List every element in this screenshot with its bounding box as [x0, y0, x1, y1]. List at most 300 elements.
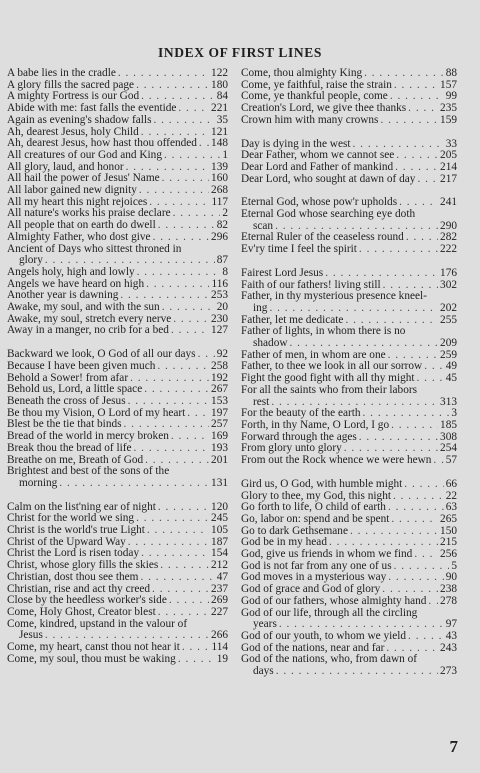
hymn-number: 117 — [211, 196, 228, 208]
dot-leader — [124, 419, 210, 431]
index-entry — [241, 654, 457, 677]
index-entry — [241, 174, 457, 186]
hymn-number: 241 — [440, 197, 457, 209]
index-entry — [241, 479, 457, 491]
dot-leader — [173, 208, 221, 220]
index-entry — [7, 373, 228, 385]
dot-leader — [382, 584, 438, 596]
entry-first-line: All glory, laud, and honor — [7, 161, 124, 173]
index-entry — [7, 80, 228, 92]
entry-first-line: Father, to thee we look in all our sorrow — [241, 361, 423, 373]
dot-leader — [325, 268, 438, 280]
entry-first-line: For the beauty of the earth — [241, 408, 361, 420]
section-gap — [241, 185, 457, 197]
hymn-number: 148 — [211, 138, 228, 150]
hymn-number: 47 — [216, 571, 228, 583]
dot-leader — [147, 525, 209, 537]
index-entry — [7, 197, 228, 209]
dot-leader — [388, 502, 444, 514]
dot-leader — [414, 549, 438, 561]
hymn-number: 66 — [445, 478, 457, 490]
index-entry — [7, 455, 228, 467]
index-entry — [7, 162, 228, 174]
entry-first-line-part: For all the saints who from their labors — [241, 384, 418, 396]
index-entry — [241, 584, 457, 596]
index-entry — [7, 150, 228, 162]
entry-first-line: God moves in a mysterious way — [241, 572, 387, 584]
hymn-number: 159 — [440, 114, 457, 126]
dot-leader — [153, 115, 214, 127]
hymn-number: 2 — [222, 208, 228, 220]
dot-leader — [345, 315, 438, 327]
entry-first-line-part: Eternal God whose searching eye doth — [241, 209, 416, 221]
index-entry — [241, 385, 457, 408]
entry-first-line: Ev'ry time I feel the spirit — [241, 244, 357, 256]
dot-leader — [359, 432, 438, 444]
hymn-number: 253 — [211, 290, 228, 302]
dot-leader — [390, 91, 444, 103]
index-entry — [7, 595, 228, 607]
hymn-number: 3 — [451, 408, 457, 420]
hymn-number: 139 — [211, 161, 228, 173]
entry-continuation: scan — [253, 220, 274, 232]
hymn-number: 258 — [211, 360, 228, 372]
entry-first-line: Awake, my soul, stretch every nerve — [7, 313, 172, 325]
hymn-number: 197 — [211, 407, 228, 419]
dot-leader — [198, 349, 215, 361]
dot-leader — [199, 138, 209, 150]
entry-first-line: Christ of the Upward Way — [7, 536, 126, 548]
index-entry — [7, 619, 228, 642]
hymn-number: 19 — [216, 653, 228, 665]
entry-first-line: A babe lies in the cradle — [7, 68, 116, 79]
index-entry — [7, 244, 228, 267]
entry-first-line: A glory fills the sacred page — [7, 79, 135, 91]
entry-first-line-part: Brightest and best of the sons of the — [7, 466, 170, 478]
index-entry — [7, 290, 228, 302]
index-entry — [241, 537, 457, 549]
dot-leader — [136, 80, 209, 92]
hymn-number: 22 — [445, 490, 457, 502]
section-gap — [241, 256, 457, 268]
index-entry — [241, 491, 457, 503]
hymn-number: 192 — [211, 372, 228, 384]
index-entry — [241, 373, 457, 385]
hymn-number: 201 — [211, 454, 228, 466]
index-entry — [241, 80, 457, 92]
dot-leader — [169, 595, 209, 607]
entry-first-line: Eternal Ruler of the ceaseless round — [241, 232, 404, 244]
hymn-number: 268 — [211, 185, 228, 197]
dot-leader — [149, 197, 209, 209]
dot-leader — [118, 68, 209, 80]
entry-first-line-part: God of the nations, who, from dawn of — [241, 654, 418, 666]
hymn-number: 82 — [216, 220, 228, 232]
entry-first-line: Forward through the ages — [241, 431, 357, 443]
dot-leader — [171, 325, 209, 337]
dot-leader — [187, 408, 209, 420]
entry-first-line: Behold a Sower! from afar — [7, 372, 129, 384]
index-entry — [7, 302, 228, 314]
dot-leader — [126, 162, 209, 174]
index-entry — [241, 268, 457, 280]
entry-first-line: All labor gained new dignity — [7, 185, 137, 197]
index-entry — [7, 408, 228, 420]
index-entry — [241, 115, 457, 127]
hymn-number: 8 — [222, 266, 228, 278]
index-entry — [241, 150, 457, 162]
hymn-number: 222 — [440, 244, 457, 256]
hymn-number: 245 — [211, 513, 228, 525]
hymn-number: 255 — [440, 314, 457, 326]
section-gap — [241, 127, 457, 139]
entry-first-line-part: Father, in thy mysterious presence kneel- — [241, 291, 427, 303]
index-entry — [241, 315, 457, 327]
hymn-number: 209 — [440, 338, 457, 350]
entry-first-line: All nature's works his praise declare — [7, 208, 171, 220]
hymn-number: 45 — [445, 373, 457, 385]
dot-leader — [128, 396, 209, 408]
entry-first-line: Come, Holy Ghost, Creator blest — [7, 606, 156, 618]
index-entry — [7, 138, 228, 150]
hymn-number: 131 — [211, 477, 228, 489]
index-entry — [241, 162, 457, 174]
entry-continuation: morning — [19, 477, 58, 489]
hymn-number: 235 — [440, 103, 457, 115]
index-entry — [241, 549, 457, 561]
dot-leader — [394, 561, 450, 573]
index-entry — [241, 420, 457, 432]
hymn-number: 278 — [440, 595, 457, 607]
dot-leader — [433, 455, 443, 467]
index-entry — [7, 431, 228, 443]
hymn-number: 160 — [211, 173, 228, 185]
dot-leader — [140, 572, 214, 584]
dot-leader — [146, 279, 209, 291]
index-entry — [241, 455, 457, 467]
hymn-number: 122 — [211, 68, 228, 79]
entry-first-line: Come, ye thankful people, come — [241, 91, 388, 103]
index-entry — [7, 68, 228, 80]
hymn-number: 57 — [445, 455, 457, 467]
entry-first-line: Go to dark Gethsemane — [241, 525, 348, 537]
hymn-number: 49 — [445, 361, 457, 373]
index-entry — [7, 349, 228, 361]
entry-first-line: Awake, my soul, and with the sun — [7, 302, 160, 314]
entry-first-line: Faith of our fathers! living still — [241, 279, 381, 291]
dot-leader — [344, 443, 438, 455]
hymn-number: 187 — [211, 536, 228, 548]
hymn-number: 20 — [216, 302, 228, 314]
entry-first-line: Behold us, Lord, a little space — [7, 384, 143, 396]
dot-leader — [158, 607, 209, 619]
dot-leader — [271, 397, 438, 409]
entry-first-line: Almighty Father, who dost give — [7, 231, 151, 243]
hymn-number: 5 — [451, 560, 457, 572]
index-entry — [7, 127, 228, 139]
index-entry — [7, 560, 228, 572]
index-entry — [7, 91, 228, 103]
dot-leader — [396, 150, 438, 162]
index-entry — [7, 103, 228, 115]
entry-first-line: Bread of the world in mercy broken — [7, 431, 169, 443]
dot-leader — [424, 361, 444, 373]
hymn-number: 313 — [440, 396, 457, 408]
dot-leader — [164, 150, 220, 162]
entry-first-line: Calm on the list'ning ear of night — [7, 501, 156, 513]
entry-continuation: days — [253, 666, 274, 678]
hymn-number: 243 — [440, 642, 457, 654]
entry-first-line: From out the Rock whence we were hewn — [241, 455, 432, 467]
hymn-number: 212 — [211, 560, 228, 572]
entry-first-line: Dear Father, whom we cannot see — [241, 150, 395, 162]
hymn-number: 90 — [445, 572, 457, 584]
dot-leader — [171, 431, 209, 443]
entry-first-line-part: God of our life, through all the circling — [241, 607, 418, 619]
dot-leader — [417, 174, 438, 186]
index-column-left — [7, 68, 228, 665]
hymn-number: 105 — [211, 525, 228, 537]
dot-leader — [290, 338, 439, 350]
hymn-number: 120 — [211, 501, 228, 513]
dot-leader — [141, 127, 209, 139]
entry-first-line: Crown him with many crowns — [241, 114, 379, 126]
dot-leader — [182, 642, 210, 654]
entry-first-line: Gird us, O God, with humble might — [241, 478, 403, 490]
entry-continuation: years — [253, 619, 277, 631]
dot-leader — [269, 303, 438, 315]
hymn-number: 33 — [445, 138, 457, 150]
entry-first-line: God of our fathers, whose almighty hand — [241, 595, 427, 607]
entry-first-line: Because I have been given much — [7, 360, 156, 372]
index-entry — [241, 197, 457, 209]
entry-continuation: glory — [19, 255, 43, 267]
entry-first-line: God of our youth, to whom we yield — [241, 630, 407, 642]
hymn-number: 214 — [440, 161, 457, 173]
hymn-number: 63 — [445, 502, 457, 514]
index-entry — [7, 548, 228, 560]
hymn-number: 217 — [440, 173, 457, 185]
dot-leader — [417, 373, 444, 385]
entry-first-line-part: Father of lights, in whom there is no — [241, 326, 406, 338]
index-entry — [241, 596, 457, 608]
entry-first-line: All my heart this night rejoices — [7, 196, 148, 208]
dot-leader — [408, 103, 438, 115]
entry-first-line: Blest be the tie that binds — [7, 419, 122, 431]
entry-first-line: Come, my soul, thou must be waking — [7, 653, 176, 665]
dot-leader — [120, 290, 209, 302]
entry-first-line: Forth, in thy Name, O Lord, I go — [241, 419, 390, 431]
entry-first-line: Again as evening's shadow falls — [7, 114, 152, 126]
hymn-number: 114 — [211, 642, 228, 654]
dot-leader — [59, 478, 209, 490]
section-gap — [7, 337, 228, 349]
index-entry — [7, 466, 228, 489]
entry-first-line: Father, let me dedicate — [241, 314, 344, 326]
dot-leader — [178, 654, 215, 666]
index-entry — [7, 279, 228, 291]
index-entry — [7, 220, 228, 232]
dot-leader — [279, 619, 444, 631]
dot-leader — [380, 115, 438, 127]
entry-first-line: All people that on earth do dwell — [7, 220, 156, 232]
index-entry — [241, 643, 457, 655]
entry-first-line: Another year is dawning — [7, 290, 119, 302]
dot-leader — [391, 514, 438, 526]
index-entry — [241, 443, 457, 455]
entry-continuation: ing — [253, 302, 268, 314]
dot-leader — [139, 185, 209, 197]
entry-first-line: All hail the power of Jesus' Name — [7, 173, 160, 185]
hymn-number: 254 — [440, 443, 457, 455]
hymn-number: 257 — [211, 419, 228, 431]
entry-first-line: Close by the heedless worker's side — [7, 595, 167, 607]
entry-continuation: rest — [253, 396, 270, 408]
hymn-number: 176 — [440, 267, 457, 279]
entry-first-line: Break thou the bread of life — [7, 442, 132, 454]
hymn-number: 259 — [440, 349, 457, 361]
entry-first-line: Fairest Lord Jesus — [241, 267, 324, 279]
index-entry — [7, 654, 228, 666]
index-entry — [7, 208, 228, 220]
dot-leader — [144, 384, 209, 396]
entry-first-line: Creation's Lord, we give thee thanks — [241, 103, 407, 115]
entry-first-line: Christian, rise and act thy creed — [7, 583, 151, 595]
hymn-number: 153 — [211, 395, 228, 407]
hymn-number: 127 — [211, 325, 228, 337]
index-entry — [7, 267, 228, 279]
hymn-number: 308 — [440, 431, 457, 443]
dot-leader — [395, 162, 438, 174]
index-entry — [241, 561, 457, 573]
hymn-number: 92 — [216, 349, 228, 361]
dot-leader — [162, 173, 209, 185]
index-entry — [241, 631, 457, 643]
page-number: 7 — [449, 737, 458, 756]
entry-first-line: A mighty Fortress is our God — [7, 91, 140, 103]
index-entry — [241, 572, 457, 584]
dot-leader — [173, 314, 209, 326]
index-entry — [7, 314, 228, 326]
dot-leader — [383, 280, 438, 292]
entry-first-line: Ah, dearest Jesus, how hast thou offended — [7, 138, 197, 150]
entry-first-line: Eternal God, whose pow'r upholds — [241, 197, 398, 209]
dot-leader — [399, 197, 438, 209]
hymn-number: 154 — [211, 548, 228, 560]
hymn-number: 221 — [211, 103, 228, 115]
index-entry — [241, 326, 457, 349]
hymn-number: 230 — [211, 313, 228, 325]
index-column-right — [241, 68, 457, 678]
hymn-number: 296 — [211, 231, 228, 243]
index-entry — [7, 525, 228, 537]
hymn-number: 150 — [440, 525, 457, 537]
entry-first-line: Christ, whose glory fills the skies — [7, 560, 159, 572]
index-entry — [241, 408, 457, 420]
index-entry — [7, 537, 228, 549]
hymn-number: 87 — [216, 255, 228, 267]
index-entry — [241, 244, 457, 256]
hymn-number: 265 — [440, 513, 457, 525]
dot-leader — [160, 560, 209, 572]
dot-leader — [141, 91, 215, 103]
index-entry — [7, 173, 228, 185]
hymn-number: 266 — [211, 630, 228, 642]
dot-leader — [178, 103, 209, 115]
entry-first-line-part: Come, kindred, upstand in the valour of — [7, 618, 188, 630]
index-entry — [241, 608, 457, 631]
dot-leader — [275, 221, 438, 233]
dot-leader — [153, 232, 209, 244]
hymn-number: 180 — [211, 79, 228, 91]
entry-first-line: Away in a manger, no crib for a bed — [7, 325, 169, 337]
entry-continuation: Jesus — [19, 630, 43, 642]
hymn-number: 43 — [445, 630, 457, 642]
dot-leader — [350, 526, 438, 538]
entry-first-line: From glory unto glory — [241, 443, 342, 455]
index-entry — [7, 325, 228, 337]
hymn-number: 256 — [440, 549, 457, 561]
index-entry — [241, 209, 457, 232]
entry-continuation: shadow — [253, 338, 288, 350]
dot-leader — [158, 220, 215, 232]
dot-leader — [359, 244, 438, 256]
section-gap — [7, 490, 228, 502]
hymn-number: 227 — [211, 606, 228, 618]
index-entry — [241, 103, 457, 115]
entry-first-line: God, give us friends in whom we find — [241, 549, 413, 561]
index-entry — [7, 115, 228, 127]
entry-first-line: Go forth to life, O child of earth — [241, 502, 386, 514]
entry-first-line: Come, ye faithful, raise the strain — [241, 79, 392, 91]
index-entry — [241, 280, 457, 292]
hymn-number: 157 — [440, 79, 457, 91]
page-title: INDEX OF FIRST LINES — [158, 45, 322, 60]
dot-leader — [141, 548, 209, 560]
dot-leader — [394, 80, 438, 92]
dot-leader — [363, 408, 450, 420]
entry-first-line: God is not far from any one of us — [241, 560, 392, 572]
index-entry — [241, 68, 457, 80]
dot-leader — [391, 420, 438, 432]
dot-leader — [152, 584, 209, 596]
index-entry — [7, 185, 228, 197]
dot-leader — [408, 631, 444, 643]
index-entry — [7, 572, 228, 584]
hymn-number: 35 — [216, 114, 228, 126]
entry-first-line: Angels holy, high and lowly — [7, 266, 135, 278]
entry-first-line: Father of men, in whom are one — [241, 349, 386, 361]
dot-leader — [45, 630, 209, 642]
index-entry — [241, 232, 457, 244]
index-entry — [7, 642, 228, 654]
entry-first-line: God of grace and God of glory — [241, 584, 381, 596]
entry-first-line-part: Ancient of Days who sittest throned in — [7, 243, 182, 255]
index-entry — [7, 502, 228, 514]
entry-first-line: Beneath the cross of Jesus — [7, 395, 126, 407]
entry-first-line: Christ is the world's true Light — [7, 525, 145, 537]
entry-first-line: Come, thou almighty King — [241, 68, 363, 79]
entry-first-line: Christ for the world we sing — [7, 513, 135, 525]
dot-leader — [406, 232, 438, 244]
hymn-number: 269 — [211, 595, 228, 607]
entry-first-line: Come, my heart, canst thou not hear it — [7, 642, 180, 654]
dot-leader — [157, 361, 209, 373]
dot-leader — [130, 373, 209, 385]
entry-first-line: Ah, dearest Jesus, holy Child — [7, 126, 139, 138]
index-entry — [7, 361, 228, 373]
hymn-number: 290 — [440, 220, 457, 232]
